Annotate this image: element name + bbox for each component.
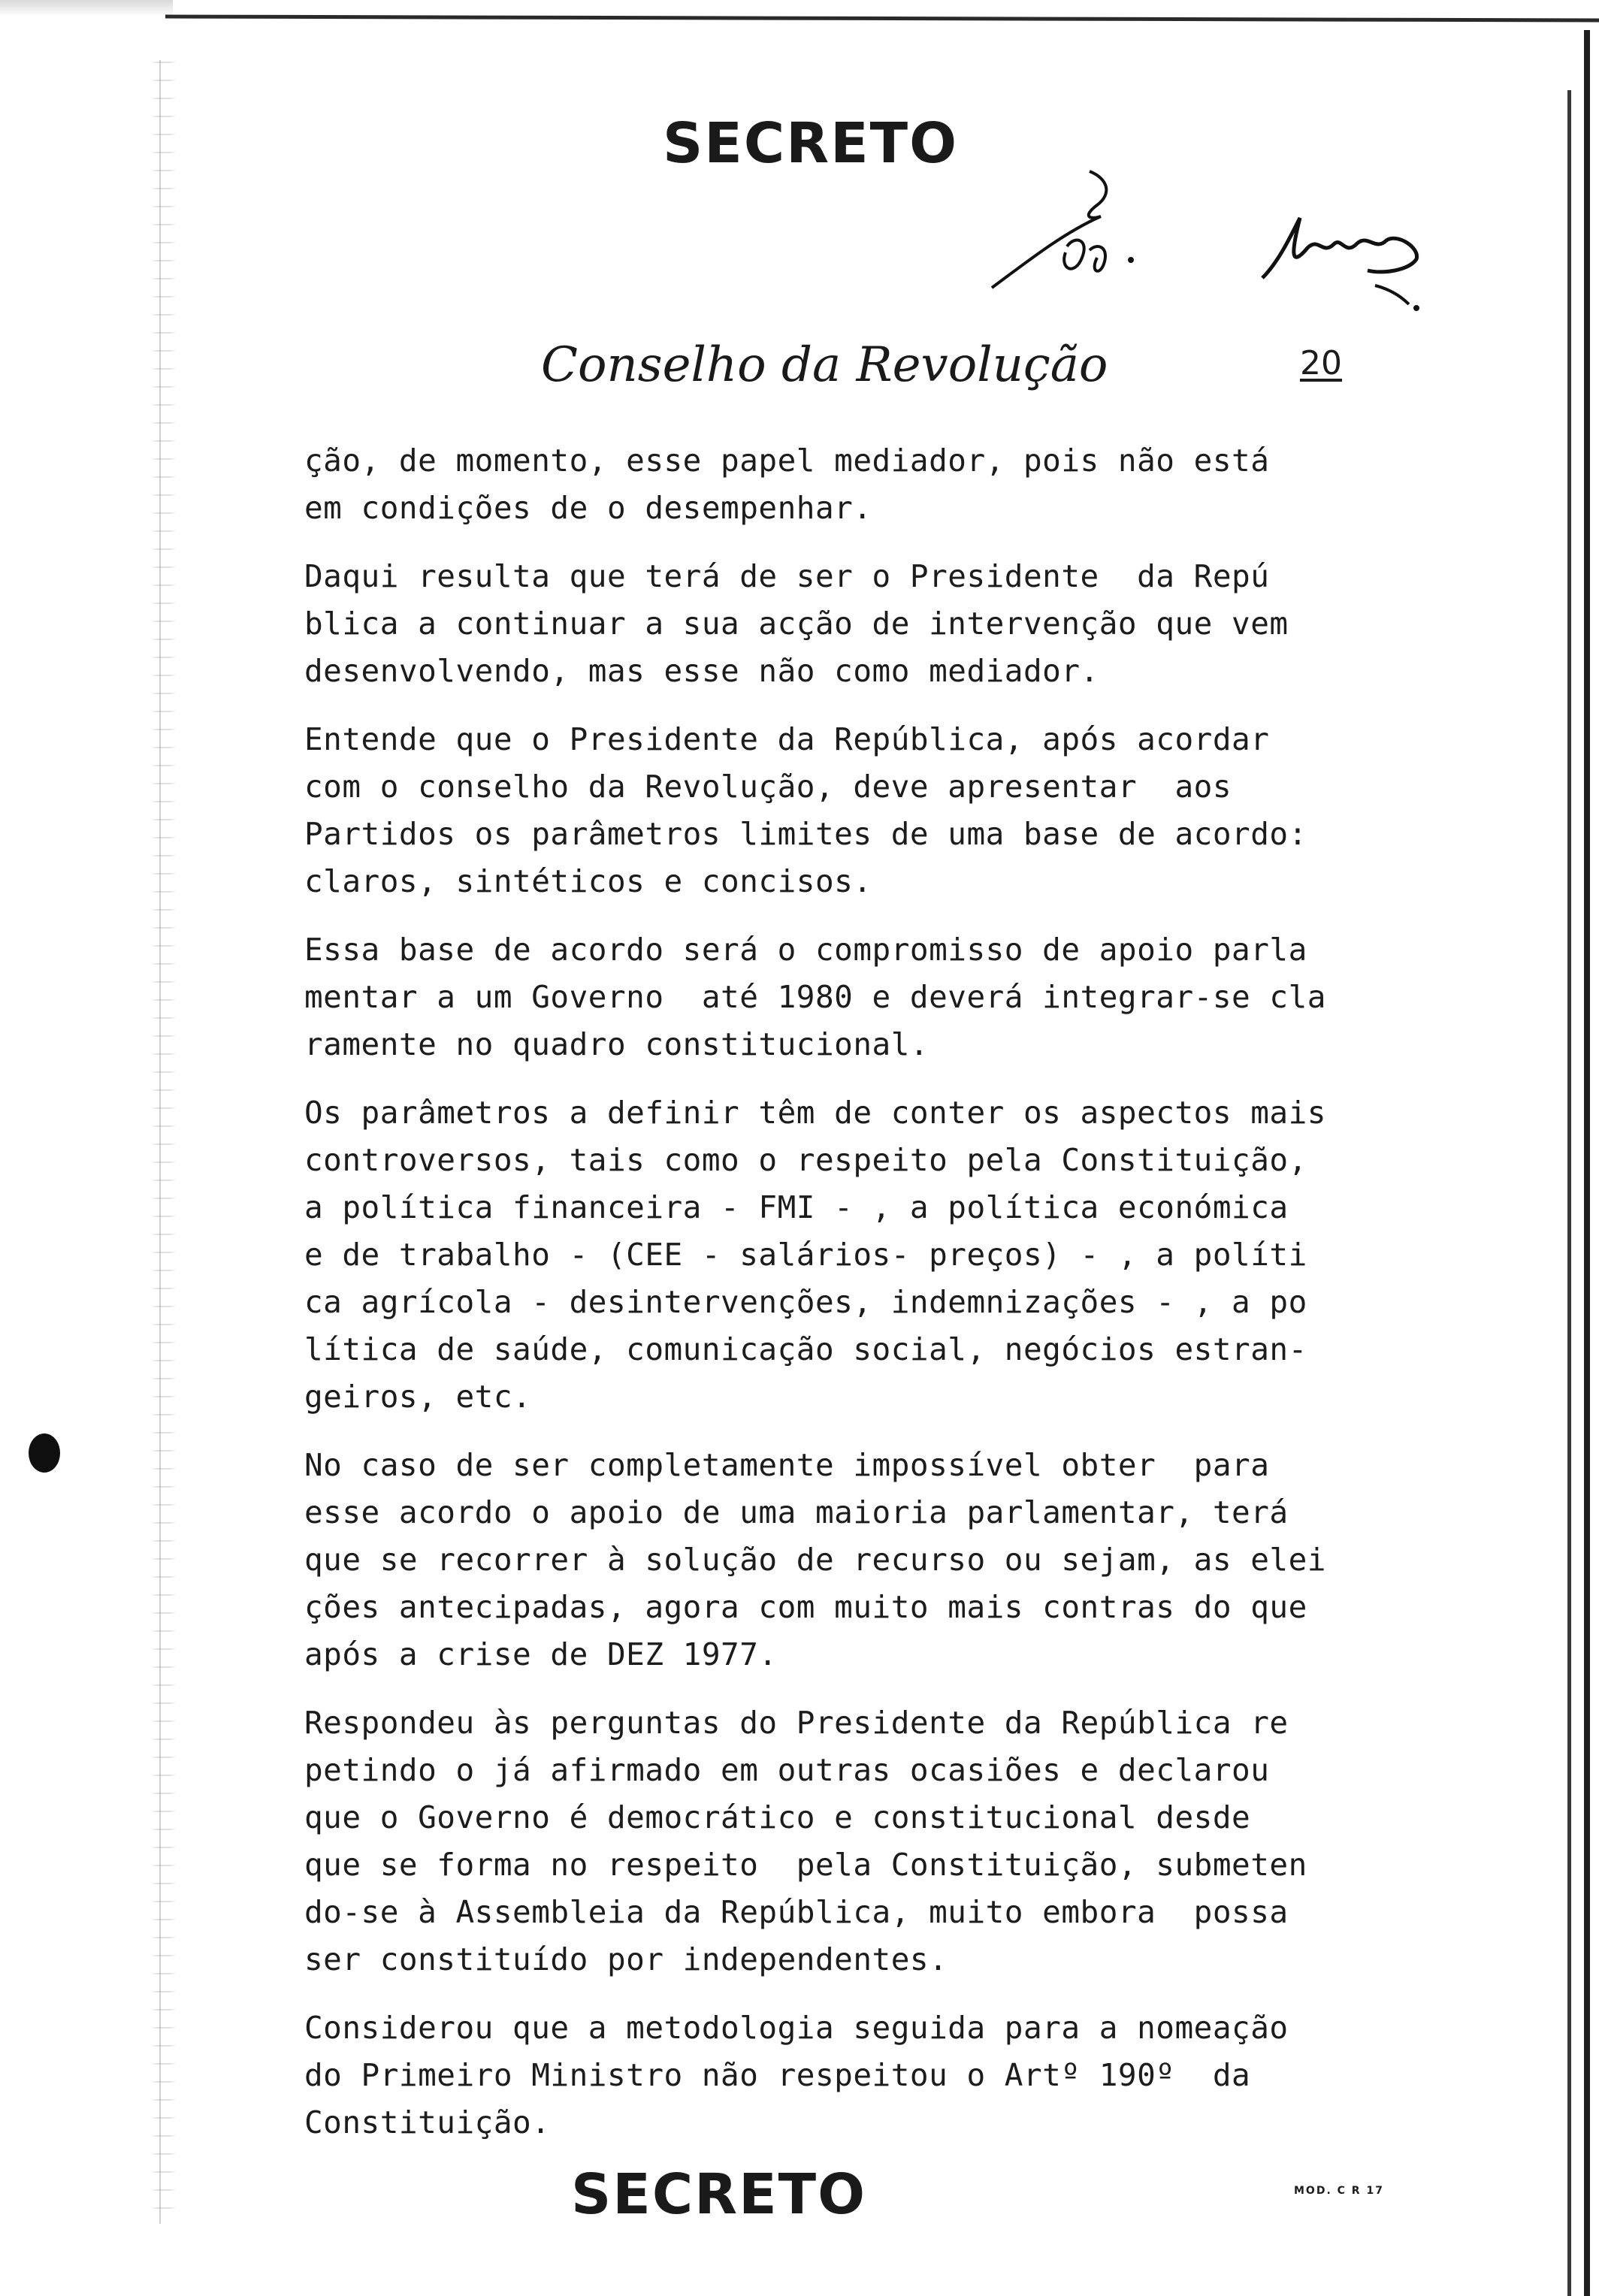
paragraph bbox=[304, 437, 1364, 532]
text-line: Respondeu às perguntas do Presidente da República re bbox=[304, 1705, 1289, 1741]
text-line: claros, sintéticos e concisos. bbox=[304, 863, 872, 899]
text-line: em condições de o desempenhar. bbox=[304, 490, 872, 526]
text-line: ser constituído por independentes. bbox=[304, 1941, 948, 1977]
signature-2 bbox=[1247, 203, 1435, 316]
scan-right-edge-outer bbox=[1584, 30, 1590, 2296]
letterhead-script bbox=[534, 310, 1108, 415]
text-line: ramente no quadro constitucional. bbox=[304, 1026, 929, 1062]
text-line: Partidos os parâmetros limites de uma base de acordo: bbox=[304, 816, 1307, 852]
text-line: Constituição. bbox=[304, 2104, 551, 2140]
text-line: controversos, tais como o respeito pela Constituição, bbox=[304, 1142, 1307, 1178]
text-line: Os parâmetros a definir têm de conter os aspectos mais bbox=[304, 1095, 1326, 1131]
text-line: Daqui resulta que terá de ser o Presidente da Repú bbox=[304, 558, 1270, 594]
text-line: ções antecipadas, agora com muito mais contras do que bbox=[304, 1589, 1307, 1625]
text-line: que se recorrer à solução de recurso ou sejam, as elei bbox=[304, 1542, 1326, 1578]
paragraph bbox=[304, 716, 1364, 905]
paragraph bbox=[304, 1442, 1364, 1678]
paragraph bbox=[304, 1089, 1364, 1421]
text-line: esse acordo o apoio de uma maioria parlamentar, terá bbox=[304, 1494, 1289, 1530]
form-code: MOD. C R 17 bbox=[1294, 2185, 1384, 2197]
text-line: geiros, etc. bbox=[304, 1379, 532, 1415]
paragraph bbox=[304, 553, 1364, 695]
text-line: ca agrícola - desintervenções, indemnizações - , a po bbox=[304, 1284, 1307, 1320]
paragraph bbox=[304, 926, 1364, 1068]
paragraph bbox=[304, 2004, 1364, 2146]
text-line: No caso de ser completamente impossível obter para bbox=[304, 1447, 1270, 1483]
text-line: a política financeira - FMI - , a política económica bbox=[304, 1189, 1289, 1225]
text-line: do-se à Assembleia da República, muito embora possa bbox=[304, 1894, 1289, 1930]
secret-stamp-bottom: SECRETO bbox=[571, 2162, 867, 2227]
scan-right-edge-inner bbox=[1567, 90, 1571, 2296]
text-line: e de trabalho - (CEE - salários- preços) - , a políti bbox=[304, 1237, 1307, 1273]
text-line: com o conselho da Revolução, deve apresentar aos bbox=[304, 769, 1232, 805]
scan-left-edge bbox=[0, 45, 195, 2224]
punch-hole-mark bbox=[29, 1433, 60, 1473]
letterhead-text: Conselho da Revolução bbox=[541, 337, 1108, 393]
text-line: que se forma no respeito pela Constituição, submeten bbox=[304, 1847, 1307, 1883]
text-line: que o Governo é democrático e constitucional desde bbox=[304, 1799, 1251, 1835]
text-line: ção, de momento, esse papel mediador, pois não está bbox=[304, 443, 1270, 479]
text-line: Entende que o Presidente da República, após acordar bbox=[304, 721, 1270, 757]
text-line: desenvolvendo, mas esse não como mediador. bbox=[304, 653, 1099, 689]
top-rule-line bbox=[165, 15, 1599, 23]
scan-left-fold-line bbox=[159, 60, 161, 2224]
text-line: mentar a um Governo até 1980 e deverá integrar-se cla bbox=[304, 979, 1326, 1015]
text-line: blica a continuar a sua acção de intervenção que vem bbox=[304, 606, 1289, 642]
secret-stamp-top: SECRETO bbox=[663, 111, 959, 176]
text-line: Considerou que a metodologia seguida para a nomeação bbox=[304, 2010, 1289, 2046]
text-line: lítica de saúde, comunicação social, negócios estran- bbox=[304, 1331, 1307, 1367]
page-number: 20 bbox=[1300, 344, 1342, 382]
scan-top-edge bbox=[0, 0, 173, 17]
text-line: do Primeiro Ministro não respeitou o Artº 190º da bbox=[304, 2057, 1251, 2093]
document-body bbox=[304, 437, 1364, 2168]
text-line: Essa base de acordo será o compromisso de apoio parla bbox=[304, 932, 1307, 968]
text-line: após a crise de DEZ 1977. bbox=[304, 1636, 778, 1672]
signature-initials-1 bbox=[977, 164, 1157, 314]
paragraph bbox=[304, 1699, 1364, 1983]
text-line: petindo o já afirmado em outras ocasiões e declarou bbox=[304, 1752, 1270, 1788]
